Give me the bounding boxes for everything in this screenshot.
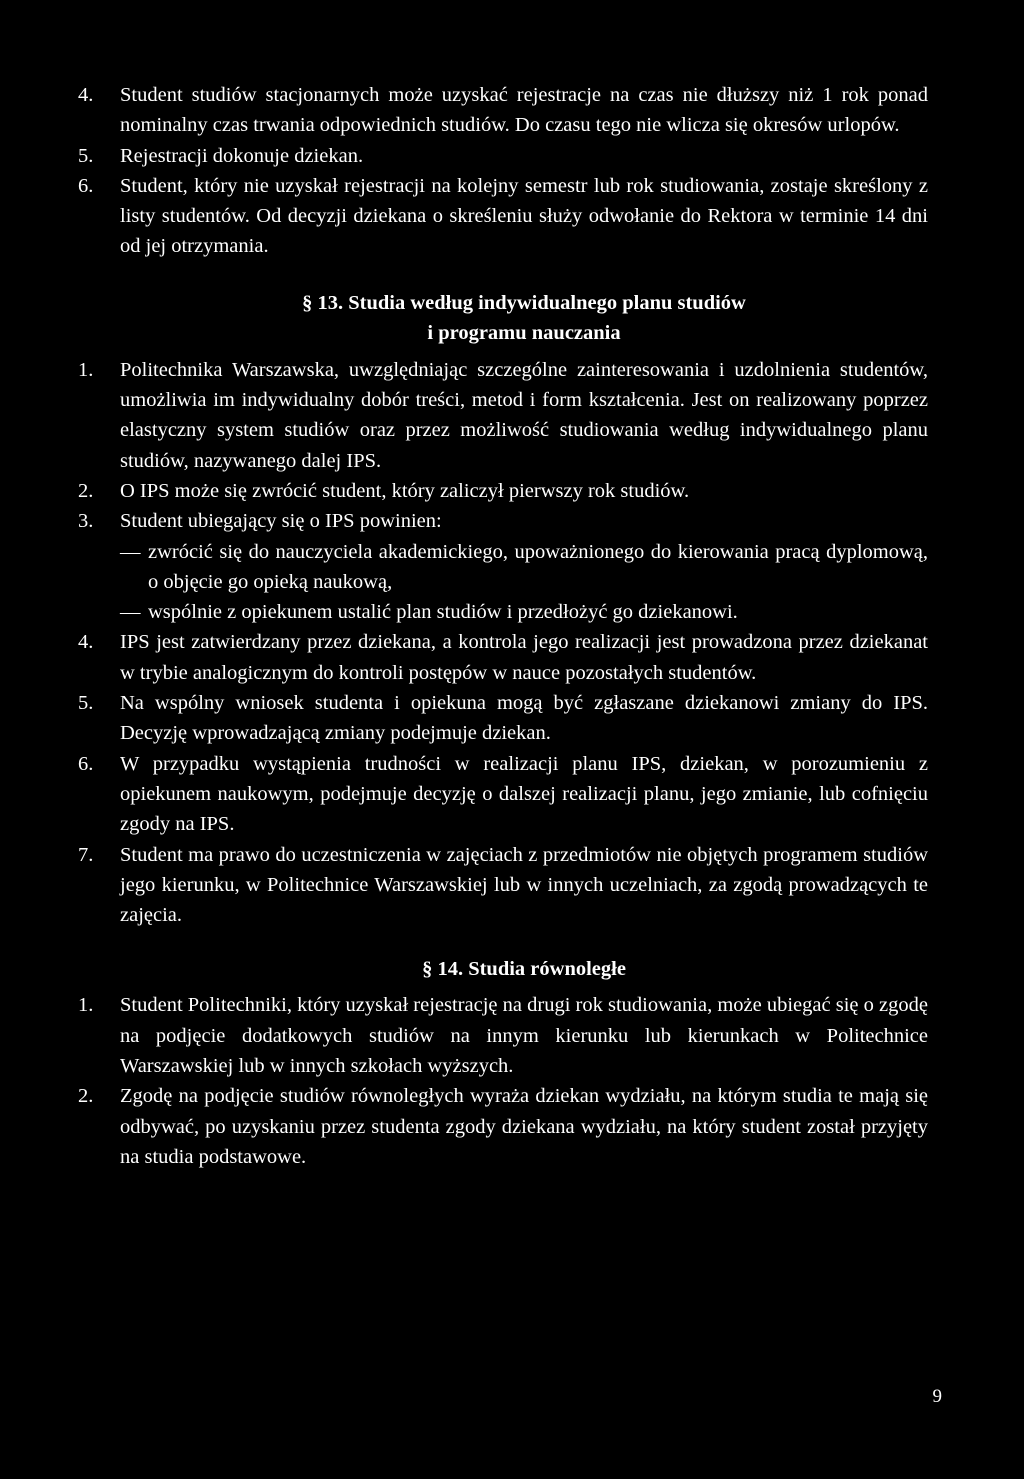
list-item [78,749,928,840]
item-text: Student Politechniki, który uzyskał rejestrację na drugi rok studiowania, może ubiegać się o zgodę na podjęcie dodatkowych studiów na innym kierunku lub kierunkach w Politechnice Warszawskiej lub w innych szkołach wyższych. [120,994,928,1078]
section-13-heading-line2: i programu nauczania [427,321,621,344]
section-sign: § [422,958,433,981]
list-item [78,627,928,688]
item-number: 7. [78,843,94,866]
item-number: 6. [78,174,94,197]
item-text: Politechnika Warszawska, uwzględniając szczególne zainteresowania i uzdolnienia studentów, umożliwia im indywidualny dobór treści, metod i form kształcenia. Jest on realizowany poprzez elastyczny system studiów oraz przez możliwość studiowania według indywidualnego planu studiów, nazywanego dalej IPS. [120,358,928,472]
list-item [78,476,928,506]
dash-bullet: — [120,540,141,563]
item-number: 3. [78,510,94,533]
section-14-heading [78,954,928,984]
item-text: Student, który nie uzyskał rejestracji na kolejny semestr lub rok studiowania, zostaje skreślony z listy studentów. Od decyzji dziekana o skreśleniu służy odwołanie do Rektora w terminie 14 dni od jej otrzymania. [120,174,928,258]
page-number: 9 [932,1386,942,1407]
section-14-title: 14. Studia równoległe [437,958,626,981]
dash-bullet: — [120,601,141,624]
list-item [78,1081,928,1172]
item-text: W przypadku wystąpienia trudności w realizacji planu IPS, dziekan, w porozumieniu z opiekunem naukowym, podejmuje decyzję o dalszej realizacji planu, jego zmianie, lub cofnięciu zgody na IPS. [120,752,928,836]
document-page [78,80,928,1172]
dash-list-item [78,537,928,598]
item-number: 2. [78,1085,94,1108]
dash-item-text: zwrócić się do nauczyciela akademickiego, upoważnionego do kierowania pracą dyplomową, o objęcie go opieką naukową, [148,540,928,593]
list-item [78,506,928,536]
item-number: 2. [78,479,94,502]
list-item [78,688,928,749]
dash-list-item [78,597,928,627]
item-number: 5. [78,692,94,715]
item-text: Student ma prawo do uczestniczenia w zajęciach z przedmiotów nie objętych programem studiów jego kierunku, w Politechnice Warszawskiej lub w innych uczelniach, za zgodą prowadzących te zajęcia. [120,843,928,927]
section-sign: § [302,291,313,314]
list-item [78,840,928,931]
list-item [78,141,928,171]
item-number: 5. [78,144,94,167]
item-text: Na wspólny wniosek studenta i opiekuna mogą być zgłaszane dziekanowi zmiany do IPS. Decyzję wprowadzającą zmiany podejmuje dziekan. [120,692,928,745]
item-number: 1. [78,358,94,381]
item-text: Zgodę na podjęcie studiów równoległych wyraża dziekan wydziału, na którym studia te mają się odbywać, po uzyskaniu przez studenta zgody dziekana wydziału, na który student został przyjęty na studia podstawowe. [120,1085,928,1168]
item-number: 4. [78,84,94,106]
item-text: Student studiów stacjonarnych może uzyskać rejestracje na czas nie dłuższy niż 1 rok ponad nominalny czas trwania odpowiednich studiów. Do czasu tego nie wlicza się okresów urlopów. [120,84,928,137]
section-13-heading-line1 [120,288,928,318]
item-number: 1. [78,994,94,1017]
item-number: 6. [78,752,94,775]
item-text: IPS jest zatwierdzany przez dziekana, a kontrola jego realizacji jest prowadzona przez dziekanat w trybie analogicznym do kontroli postępów w nauce pozostałych studentów. [120,631,928,684]
section-13-title: 13. Studia według indywidualnego planu studiów [317,291,746,314]
list-item [78,80,928,141]
dash-item-text: wspólnie z opiekunem ustalić plan studiów i przedłożyć go dziekanowi. [148,601,738,624]
item-text: Student ubiegający się o IPS powinien: [120,510,442,533]
item-text: O IPS może się zwrócić student, który zaliczył pierwszy rok studiów. [120,479,690,502]
section-13-heading [78,288,928,348]
list-item [78,990,928,1081]
list-item [78,355,928,476]
item-number: 4. [78,631,94,654]
list-item [78,171,928,262]
item-text: Rejestracji dokonuje dziekan. [120,144,364,167]
